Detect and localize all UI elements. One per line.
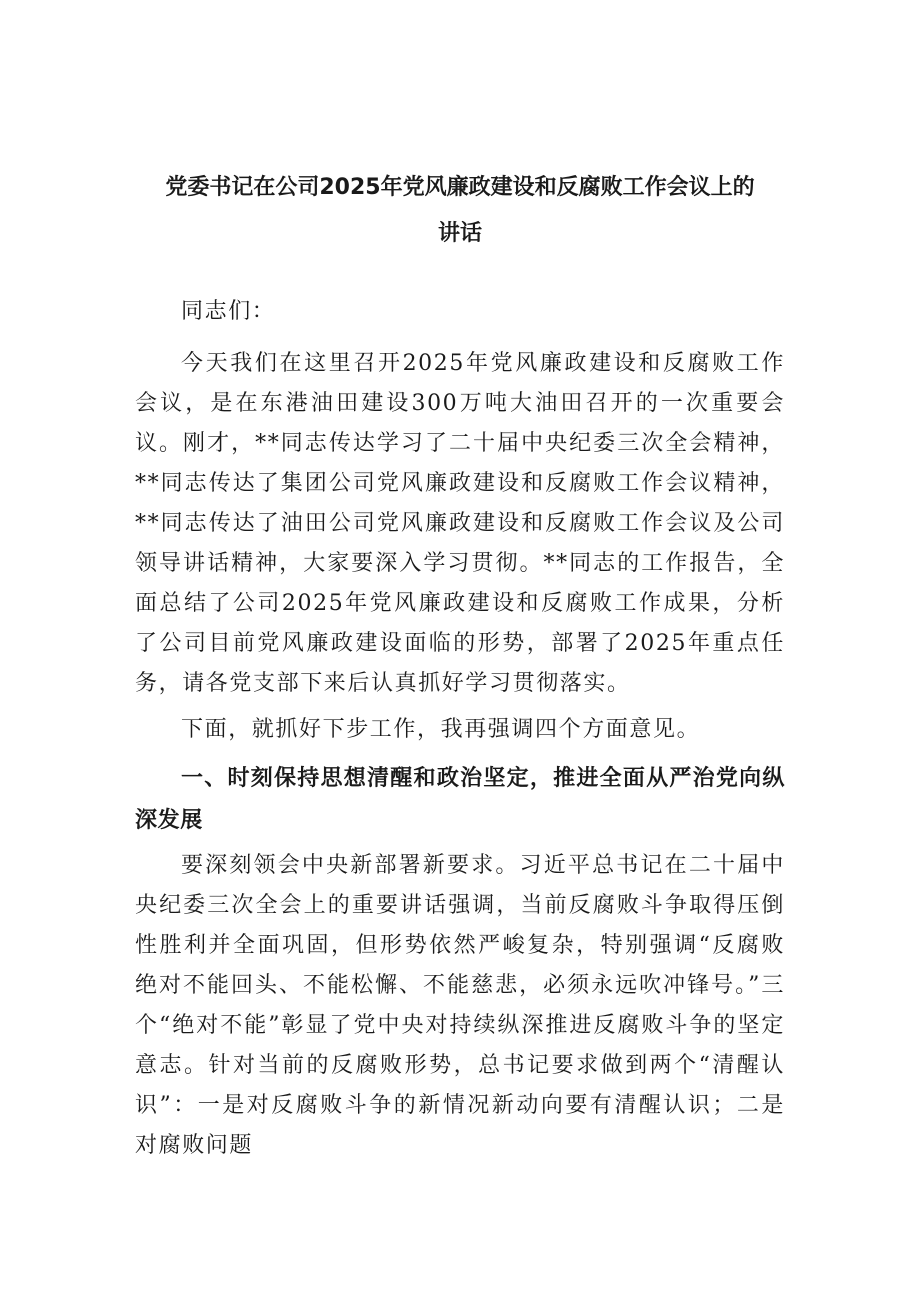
section-1-paragraph: 要深刻领会中央新部署新要求。习近平总书记在二十届中央纪委三次全会上的重要讲话强调，当前反腐败斗争取得压倒性胜利并全面巩固，但形势依然严峻复杂，特别强调“反腐败绝对不能回头、不能松懈、不能慈悲，必须永远吹冲锋号。”三个“绝对不能”彰显了党中央对持续纵深推进反腐败斗争的坚定意志。针对当前的反腐败形势，总书记要求做到两个“清醒认识”：一是对反腐败斗争的新情况新动向要有清醒认识；二是对腐败问题	[135, 853, 785, 1158]
paragraph-transition: 下面，就抓好下步工作，我再强调四个方面意见。	[181, 717, 701, 742]
document-title	[135, 170, 785, 252]
salutation: 同志们：	[181, 299, 276, 324]
title-line-2: 讲话	[437, 221, 482, 246]
paragraph-opening: 今天我们在这里召开2025年党风廉政建设和反腐败工作会议，是在东港油田建设300万吨大油田召开的一次重要会议。刚才，**同志传达学习了二十届中央纪委三次全会精神，**同志传达了集团公司党风廉政建设和反腐败工作会议精神，**同志传达了油田公司党风廉政建设和反腐败工作会议及公司领导讲话精神，大家要深入学习贯彻。**同志的工作报告，全面总结了公司2025年党风廉政建设和反腐败工作成果，分析了公司目前党风廉政建设面临的形势，部署了2025年重点任务，请各党支部下来后认真抓好学习贯彻落实。	[135, 351, 785, 696]
document-body	[135, 292, 785, 1166]
section-1-heading: 一、时刻保持思想清醒和政治坚定，推进全面从严治党向纵深发展	[135, 766, 785, 833]
title-line-1: 党委书记在公司2025年党风廉政建设和反腐败工作会议上的	[165, 175, 755, 200]
